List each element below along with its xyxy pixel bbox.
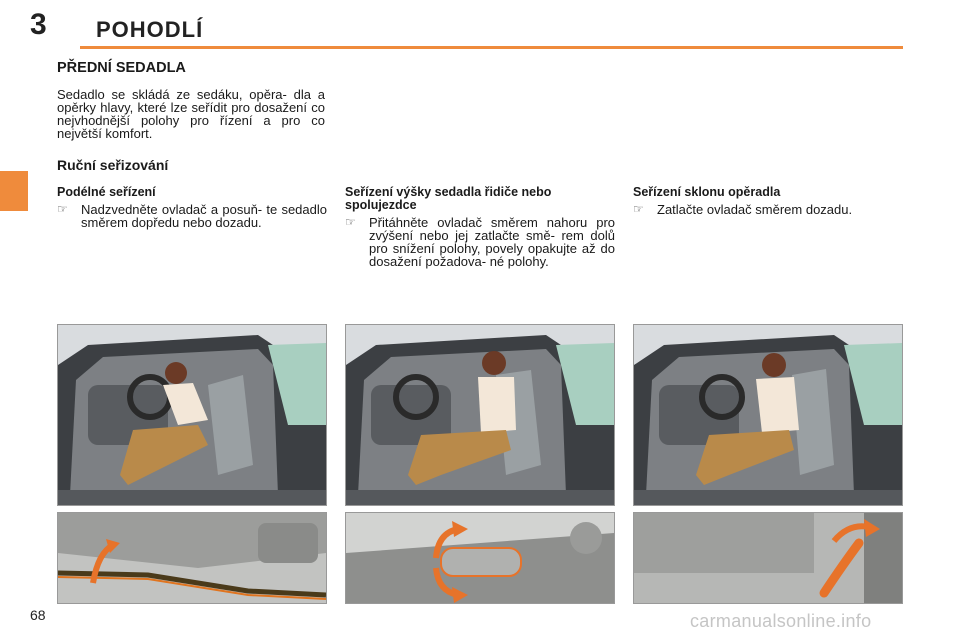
illustration-longitudinal: [57, 324, 327, 506]
instruction-text: Přitáhněte ovladač směrem nahoru pro zvýšení nebo jej zatlačte smě- rem dolů pro snížení polohy, povely opakujte až do dosažení požadova- né polohy.: [369, 215, 615, 269]
illustration-height: [345, 324, 615, 506]
section-heading: PŘEDNÍ SEDADLA: [57, 60, 186, 76]
pointing-hand-icon: ☞: [633, 202, 644, 216]
instruction-item: [345, 216, 615, 268]
manual-adjustment-heading: Ruční seřizování: [57, 157, 169, 173]
column-title: Seřízení sklonu opěradla: [633, 185, 781, 199]
instruction-item: [633, 203, 903, 216]
header-rule: [80, 46, 903, 49]
column-title: Seřízení výšky sedadla řidiče nebo spolujezdce: [345, 185, 552, 212]
watermark: carmanualsonline.info: [690, 611, 872, 631]
pointing-hand-icon: ☞: [57, 202, 68, 216]
column-height: [345, 186, 615, 268]
column-longitudinal: [57, 186, 327, 229]
illustration-backrest: [633, 324, 903, 506]
pointing-hand-icon: ☞: [345, 215, 356, 229]
column-backrest: [633, 186, 903, 216]
page-number: 68: [30, 607, 46, 623]
instruction-text: Zatlačte ovladač směrem dozadu.: [657, 202, 853, 217]
column-title: Podélné seřízení: [57, 185, 156, 199]
instruction-item: [57, 203, 327, 229]
instruction-text: Nadzvedněte ovladač a posuň- te sedadlo směrem dopředu nebo dozadu.: [81, 202, 327, 230]
chapter-title: POHODLÍ: [96, 17, 204, 42]
detail-backrest-lever: [633, 512, 903, 604]
detail-longitudinal-lever: [57, 512, 327, 604]
chapter-side-tab: [0, 171, 28, 211]
detail-height-lever: [345, 512, 615, 604]
chapter-number: 3: [30, 8, 47, 41]
intro-paragraph: Sedadlo se skládá ze sedáku, opěra- dla a opěrky hlavy, které lze seřídit pro dosažení co nejvhodnější polohy pro řízení a pro co největší komfort.: [57, 87, 325, 141]
